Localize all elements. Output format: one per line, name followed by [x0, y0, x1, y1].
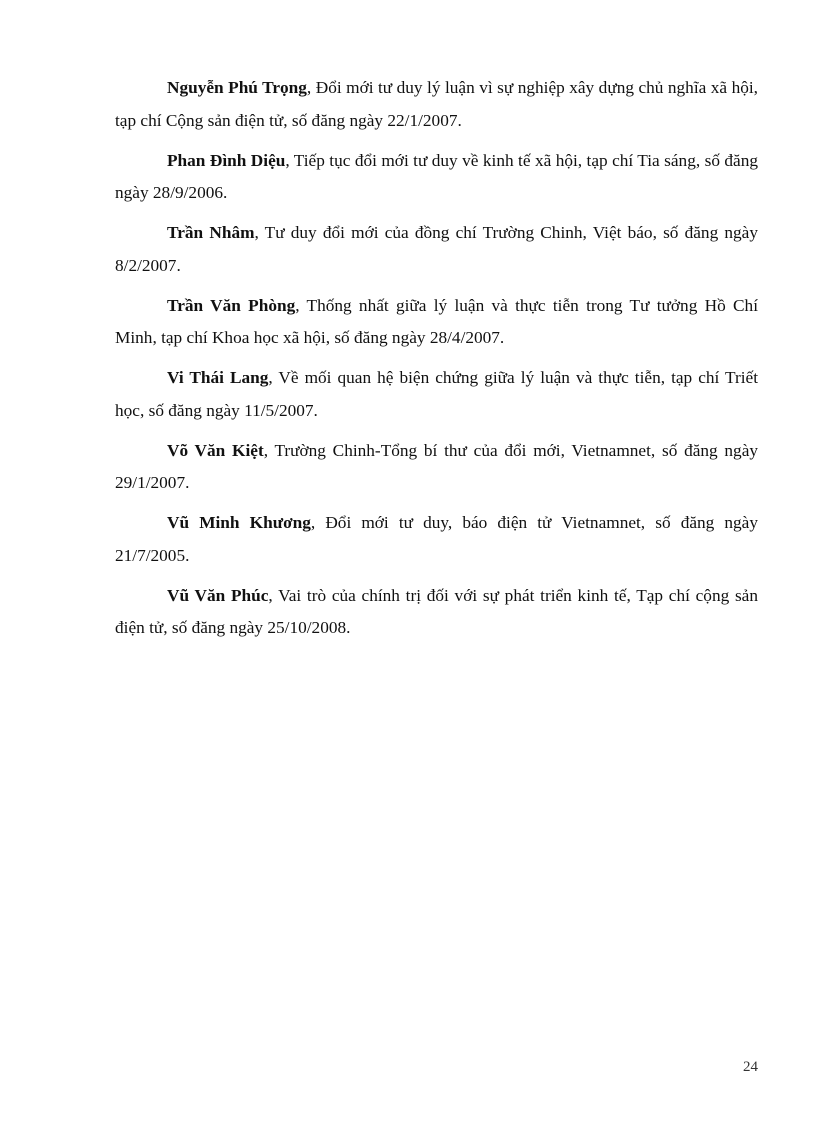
- reference-entry: [115, 580, 758, 645]
- reference-entry: [115, 290, 758, 355]
- reference-text: , Thống nhất giữa lý luận và thực tiễn trong Tư tưởng Hồ Chí Minh, tạp chí Khoa học xã hội, số đăng ngày 28/4/2007.: [115, 295, 758, 347]
- reference-text: , Vai trò của chính trị đối với sự phát triển kinh tế, Tạp chí cộng sản điện tử, số đăng ngày 25/10/2008.: [115, 585, 758, 637]
- reference-list: [115, 72, 758, 652]
- reference-text: , Tư duy đổi mới của đồng chí Trường Chinh, Việt báo, số đăng ngày 8/2/2007.: [115, 223, 758, 275]
- reference-text: , Đổi mới tư duy, báo điện tử Vietnamnet, số đăng ngày 21/7/2005.: [115, 513, 758, 565]
- reference-author: Nguyễn Phú Trọng: [167, 78, 307, 97]
- reference-author: Vi Thái Lang: [167, 368, 269, 387]
- reference-entry: [115, 217, 758, 282]
- reference-text: , Đổi mới tư duy lý luận vì sự nghiệp xây dựng chủ nghĩa xã hội, tạp chí Cộng sản điện tử, số đăng ngày 22/1/2007.: [115, 78, 758, 130]
- reference-entry: [115, 507, 758, 572]
- reference-author: Vũ Văn Phúc: [167, 585, 269, 605]
- reference-author: Võ Văn Kiệt: [167, 440, 264, 460]
- reference-entry: [115, 362, 758, 427]
- reference-entry: [115, 435, 758, 500]
- reference-text: , Tiếp tục đổi mới tư duy về kinh tế xã hội, tạp chí Tia sáng, số đăng ngày 28/9/2006.: [115, 150, 758, 202]
- reference-author: Vũ Minh Khương: [167, 513, 311, 532]
- reference-entry: [115, 72, 758, 137]
- reference-author: Trần Nhâm: [167, 223, 255, 242]
- reference-author: Phan Đình Diệu: [167, 150, 286, 170]
- page-number: 24: [743, 1059, 758, 1075]
- reference-text: , Về mối quan hệ biện chứng giữa lý luận và thực tiễn, tạp chí Triết học, số đăng ngày 11/5/2007.: [115, 368, 759, 420]
- reference-author: Trần Văn Phòng: [167, 295, 296, 315]
- reference-entry: [115, 145, 758, 210]
- reference-text: , Trường Chinh-Tổng bí thư của đổi mới, Vietnamnet, số đăng ngày 29/1/2007.: [115, 440, 758, 492]
